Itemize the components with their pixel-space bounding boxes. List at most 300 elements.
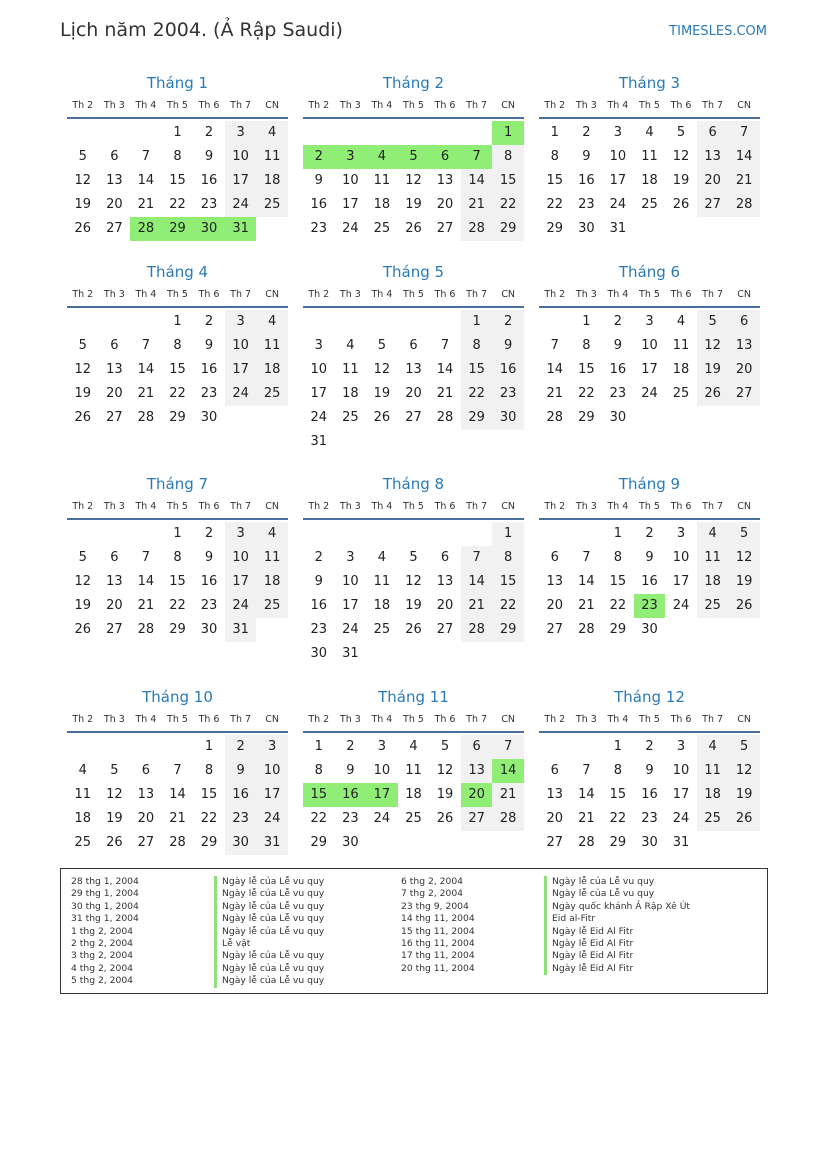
month-1 [67,72,288,241]
day-cell: 27 [546,622,564,637]
holiday-entry [71,913,324,925]
day-cell: 16 [335,783,367,807]
week-row [539,759,760,783]
weekday-label: Th 4 [135,100,157,111]
week-row [539,310,760,334]
day-cell: 24 [342,221,359,236]
day-cell: 23 [225,807,257,831]
weekday-label: Th 3 [103,714,125,725]
day-cell: 28 [728,193,760,217]
day-cell: 6 [697,121,729,145]
day-cell: 25 [342,410,359,425]
day-cell: 27 [436,221,454,236]
day-cell: 20 [436,197,454,212]
day-cell [67,522,99,546]
weekday-label: Th 3 [103,289,125,300]
day-cell: 22 [200,811,218,826]
weekday-label: Th 4 [607,714,629,725]
holiday-entry [71,950,324,962]
day-cell: 26 [74,221,92,236]
day-cell: 17 [342,197,359,212]
day-cell: 15 [169,173,186,188]
day-cell: 23 [200,197,218,212]
day-cell: 5 [398,145,430,169]
day-cell: 1 [314,739,323,754]
weekday-label: Th 2 [72,100,94,111]
weekday-label: Th 5 [403,100,424,111]
day-cell: 18 [373,197,391,212]
day-cell [256,217,288,241]
day-cell [67,121,99,145]
day-cell: 5 [110,763,119,778]
day-cell: 16 [225,783,257,807]
day-cell: 8 [550,149,559,164]
day-cell: 10 [225,334,257,358]
day-cell: 10 [373,763,391,778]
week-row [67,783,288,807]
day-cell: 17 [342,598,359,613]
day-cell: 23 [310,221,328,236]
month-title: Tháng 2 [382,74,445,92]
day-cell: 10 [641,338,658,353]
day-cell: 10 [342,574,359,589]
weekday-label: CN [501,289,516,300]
weekday-label: Th 5 [639,289,660,300]
day-cell [335,430,367,454]
day-cell: 21 [492,783,524,807]
day-cell: 22 [492,193,524,217]
day-cell: 12 [106,787,123,802]
weekday-label: Th 2 [72,714,94,725]
page-title: Lịch năm 2004. (Ả Rập Saudi) [60,19,343,41]
day-cell [492,430,524,454]
day-cell: 5 [78,338,87,353]
day-cell: 30 [609,410,627,425]
day-cell [697,217,729,241]
holiday-column [401,876,690,975]
week-row [303,169,524,193]
day-cell: 11 [256,145,288,169]
weekday-label: Th 6 [198,501,220,512]
day-cell: 24 [342,622,359,637]
day-cell: 6 [110,149,119,164]
day-cell: 26 [74,410,92,425]
day-cell: 14 [169,787,186,802]
day-cell: 14 [137,574,155,589]
day-cell: 29 [461,406,493,430]
day-cell: 9 [204,550,214,565]
site-link[interactable]: TIMESLES.COM [669,24,767,39]
day-cell: 26 [697,382,729,406]
day-cell [366,642,398,666]
week-row [67,618,288,642]
weekday-label: Th 7 [466,100,488,111]
day-cell: 8 [582,338,591,353]
month-12 [539,686,760,855]
day-cell: 3 [346,550,355,565]
day-cell: 22 [169,386,186,401]
day-cell: 25 [697,594,729,618]
week-row [303,759,524,783]
holiday-date: 17 thg 11, 2004 [401,950,475,962]
week-row [303,121,524,145]
day-cell: 5 [78,149,87,164]
day-cell: 8 [461,334,493,358]
day-cell: 26 [74,622,92,637]
weekday-header [303,94,524,119]
day-cell: 11 [256,546,288,570]
day-cell: 29 [492,618,524,642]
week-row [303,358,524,382]
day-cell: 22 [492,594,524,618]
weekday-label: Th 6 [434,714,456,725]
weekday-label: Th 6 [670,714,692,725]
day-cell: 12 [672,149,690,164]
day-cell [492,642,524,666]
day-cell [366,831,398,855]
week-row [303,406,524,430]
holiday-entry [71,888,324,900]
week-row [67,145,288,169]
day-cell: 19 [436,787,454,802]
day-cell [539,310,571,334]
weekday-label: Th 3 [575,100,597,111]
day-cell [429,121,461,145]
day-cell: 4 [377,550,387,565]
day-cell: 9 [314,173,323,188]
day-cell [335,121,367,145]
holiday-date: 16 thg 11, 2004 [401,937,475,949]
day-cell: 21 [137,197,155,212]
day-cell: 24 [225,193,257,217]
holiday-list [60,868,768,994]
day-cell [665,217,697,241]
day-cell [130,735,162,759]
day-cell: 18 [697,783,729,807]
weekday-label: Th 4 [135,289,157,300]
day-cell: 11 [74,787,92,802]
day-cell: 26 [672,197,690,212]
day-cell: 7 [582,763,591,778]
day-cell: 8 [492,546,524,570]
day-cell: 25 [373,622,391,637]
day-cell: 18 [641,173,658,188]
day-cell [461,121,493,145]
day-cell: 9 [645,763,654,778]
day-cell [571,735,603,759]
holiday-name: Ngày quốc khánh Ả Rập Xê Út [544,901,690,913]
weekday-header [303,708,524,733]
day-cell [728,217,760,241]
day-cell: 7 [728,121,760,145]
day-cell: 7 [141,338,151,353]
day-cell: 16 [492,358,524,382]
day-cell: 31 [225,217,257,241]
day-cell: 3 [256,735,288,759]
week-row [539,546,760,570]
day-cell: 28 [130,217,162,241]
day-cell: 23 [609,386,627,401]
day-cell: 13 [728,334,760,358]
weekday-label: CN [737,100,752,111]
week-row [67,310,288,334]
day-cell: 19 [672,173,690,188]
day-cell: 14 [546,362,564,377]
day-cell: 5 [377,338,387,353]
weekday-header [67,708,288,733]
day-cell: 18 [697,570,729,594]
weekday-header [539,708,760,733]
day-cell: 17 [672,787,690,802]
month-title: Tháng 10 [142,688,213,706]
holiday-name: Lễ vật [214,938,250,950]
day-cell: 13 [546,787,564,802]
holiday-date: 28 thg 1, 2004 [71,876,139,887]
weekday-header [539,283,760,308]
day-cell [366,430,398,454]
day-cell: 10 [256,759,288,783]
day-cell: 23 [342,811,359,826]
day-cell: 30 [342,835,359,850]
day-cell [366,522,398,546]
day-cell: 25 [74,835,92,850]
day-cell: 16 [310,598,328,613]
weekday-label: Th 7 [230,501,252,512]
day-cell: 2 [645,526,654,541]
holiday-date: 2 thg 2, 2004 [71,937,134,949]
weekday-label: Th 7 [702,501,724,512]
holiday-entry [401,913,690,925]
day-cell: 19 [74,386,92,401]
day-cell: 6 [409,338,418,353]
holiday-date: 7 thg 2, 2004 [401,888,464,900]
day-cell: 21 [728,169,760,193]
day-cell [303,310,335,334]
day-cell: 12 [405,173,422,188]
week-row [67,807,288,831]
day-cell: 24 [672,811,690,826]
weekday-label: Th 4 [371,100,393,111]
day-cell: 15 [169,362,186,377]
day-cell: 9 [204,338,214,353]
week-row [539,334,760,358]
day-cell [429,310,461,334]
day-cell: 30 [641,835,658,850]
day-cell: 22 [310,811,328,826]
weekday-label: Th 6 [670,100,692,111]
holiday-name: Ngày lễ Eid Al Fitr [544,963,633,975]
day-cell [429,642,461,666]
day-cell: 8 [613,550,623,565]
day-cell: 26 [405,221,422,236]
day-cell: 3 [225,121,257,145]
week-row [303,430,524,454]
day-cell: 6 [550,763,559,778]
day-cell: 14 [578,787,595,802]
month-title: Tháng 12 [614,688,685,706]
day-cell: 20 [106,197,123,212]
day-cell [130,310,162,334]
week-row [67,121,288,145]
weekday-label: Th 7 [230,714,252,725]
day-cell: 15 [492,169,524,193]
day-cell: 22 [546,197,564,212]
day-cell: 31 [310,434,328,449]
day-cell: 27 [697,193,729,217]
day-cell: 30 [200,622,218,637]
day-cell: 24 [256,807,288,831]
week-row [539,121,760,145]
weekday-label: Th 7 [230,289,252,300]
day-cell: 19 [74,598,92,613]
day-cell: 13 [106,574,123,589]
day-cell: 3 [335,145,367,169]
holiday-name: Ngày lễ của Lễ vu quy [214,901,324,913]
week-row [303,642,524,666]
day-cell: 25 [256,594,288,618]
day-cell: 28 [137,410,155,425]
day-cell: 30 [578,221,595,236]
day-cell: 6 [440,550,450,565]
holiday-entry [71,963,324,975]
day-cell: 5 [78,550,87,565]
day-cell: 26 [106,835,123,850]
weekday-header [303,495,524,520]
week-row [67,522,288,546]
day-cell: 9 [492,334,524,358]
weekday-label: CN [265,714,280,725]
weekday-label: CN [501,714,516,725]
day-cell: 27 [728,382,760,406]
day-cell: 17 [641,362,658,377]
day-cell: 6 [110,550,119,565]
day-cell: 18 [256,358,288,382]
day-cell: 29 [169,410,186,425]
day-cell: 15 [200,787,218,802]
weekday-label: Th 7 [702,714,724,725]
day-cell: 17 [609,173,627,188]
day-cell: 29 [492,217,524,241]
week-row [539,618,760,642]
weekday-label: Th 7 [466,289,488,300]
day-cell: 19 [728,570,760,594]
holiday-name: Eid al-Fitr [544,913,595,925]
weekday-label: Th 6 [434,100,456,111]
day-cell: 12 [728,546,760,570]
day-cell: 7 [141,550,151,565]
day-cell: 5 [728,735,760,759]
day-cell: 12 [373,362,391,377]
day-cell [634,217,666,241]
day-cell: 19 [405,197,422,212]
month-9 [539,473,760,642]
day-cell [398,831,430,855]
day-cell: 12 [697,334,729,358]
holiday-entry [401,876,690,888]
day-cell: 25 [373,221,391,236]
day-cell [99,121,131,145]
day-cell: 24 [641,386,658,401]
day-cell: 18 [672,362,690,377]
day-cell: 20 [436,598,454,613]
month-title: Tháng 8 [382,475,445,493]
day-cell: 27 [137,835,155,850]
day-cell: 27 [106,221,123,236]
day-cell [429,522,461,546]
day-cell: 7 [582,550,591,565]
day-cell: 29 [578,410,595,425]
day-cell [99,735,131,759]
day-cell: 29 [546,221,564,236]
day-cell [366,310,398,334]
weekday-header [67,283,288,308]
day-cell: 13 [405,362,422,377]
week-row [539,169,760,193]
week-row [539,735,760,759]
day-cell: 28 [169,835,186,850]
day-cell: 22 [609,811,627,826]
day-cell: 6 [110,338,119,353]
weekday-header [539,94,760,119]
holiday-entry [71,901,324,913]
month-3 [539,72,760,241]
holiday-entry [71,876,324,888]
week-row [303,594,524,618]
day-cell: 2 [204,314,214,329]
month-6 [539,261,760,430]
holiday-date: 30 thg 1, 2004 [71,900,139,912]
day-cell: 29 [609,835,627,850]
day-cell [571,522,603,546]
day-cell: 26 [373,410,391,425]
day-cell: 11 [697,759,729,783]
day-cell: 4 [409,739,418,754]
day-cell: 16 [578,173,595,188]
day-cell [539,522,571,546]
day-cell: 5 [728,522,760,546]
weekday-label: CN [265,501,280,512]
week-row [67,382,288,406]
day-cell: 27 [405,410,422,425]
day-cell: 1 [492,522,524,546]
day-cell: 7 [550,338,559,353]
day-cell: 10 [609,149,627,164]
holiday-date: 31 thg 1, 2004 [71,913,139,925]
day-cell: 7 [141,149,151,164]
holiday-date: 29 thg 1, 2004 [71,888,139,900]
day-cell: 16 [200,574,218,589]
day-cell: 25 [697,807,729,831]
week-row [67,570,288,594]
day-cell: 13 [461,759,493,783]
weekday-label: Th 6 [434,501,456,512]
day-cell: 17 [225,358,257,382]
week-row [303,570,524,594]
day-cell: 8 [173,338,182,353]
holiday-entry [401,963,690,975]
weekday-label: Th 7 [230,100,252,111]
week-row [303,546,524,570]
month-title: Tháng 5 [382,263,445,281]
weekday-label: Th 5 [403,289,424,300]
day-cell: 25 [672,386,690,401]
day-cell: 13 [546,574,564,589]
weekday-label: Th 2 [308,714,330,725]
day-cell: 1 [461,310,493,334]
weekday-label: Th 6 [670,501,692,512]
day-cell: 9 [225,759,257,783]
day-cell [366,121,398,145]
